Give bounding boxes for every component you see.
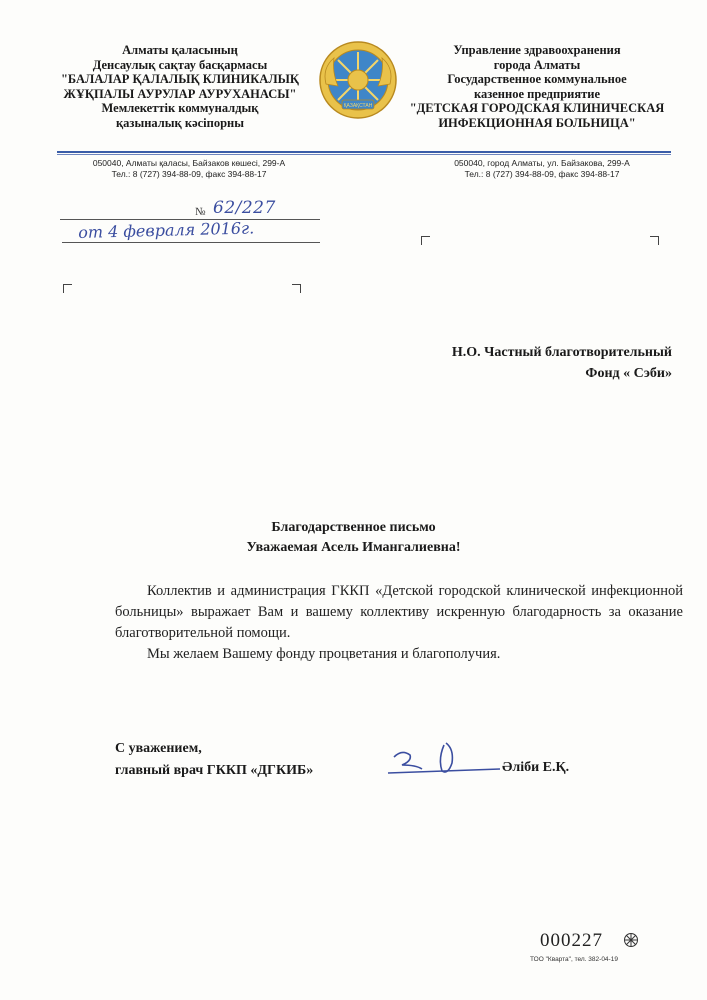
address-kz-street: 050040, Алматы қаласы, Байзаков көшесі, 299-А: [92, 158, 286, 168]
header-kz: [52, 43, 308, 130]
address-kz-phone: Тел.: 8 (727) 394-88-09, факс 394-88-17: [111, 168, 267, 179]
reg-number: 62/227: [213, 198, 276, 218]
letter-title: Благодарственное письмо: [271, 520, 436, 535]
signoff-closing: С уважением,: [115, 741, 202, 756]
corner-mark-right-top: [421, 236, 430, 245]
recipient-line2: Фонд « Сэби»: [585, 366, 672, 381]
header-kz-line3: "БАЛАЛАР ҚАЛАЛЫҚ КЛИНИКАЛЫҚ: [60, 72, 299, 86]
header-rule: [57, 151, 671, 153]
corner-mark-left-top: [63, 284, 72, 293]
address-ru-street: 050040, город Алматы, ул. Байзакова, 299-А: [454, 158, 630, 168]
emblem-text: ҚАЗАҚСТАН: [343, 103, 373, 109]
address-ru-phone: Тел.: 8 (727) 394-88-09, факс 394-88-17: [464, 168, 620, 179]
printer-imprint: ТОО "Кварта", тел. 382-04-19: [530, 956, 618, 963]
header-kz-line1: Алматы қаласының: [122, 43, 238, 57]
corner-mark-left-top-right: [292, 284, 301, 293]
header-ru-line4: казенное предприятие: [473, 86, 601, 101]
letter-paragraph-2: Мы желаем Вашему фонду процветания и благополучия.: [147, 646, 501, 662]
corner-mark-right-top-right: [650, 236, 659, 245]
signer-name: Әліби Е.Қ.: [502, 760, 570, 775]
header-ru-line6: ИНФЕКЦИОННАЯ БОЛЬНИЦА": [438, 115, 636, 130]
reg-date-line: [62, 242, 320, 243]
form-serial-number: 000227: [540, 930, 603, 951]
address-kz: [64, 158, 314, 179]
reg-date: от 4 февраля 2016г.: [78, 218, 255, 242]
header-ru-line2: города Алматы: [493, 57, 581, 72]
address-ru: [424, 158, 660, 179]
header-ru: [404, 43, 670, 130]
letter-heading: [0, 518, 707, 558]
ornament-icon: [623, 932, 639, 948]
handwritten-signature: [382, 735, 502, 780]
signoff-position: главный врач ГККП «ДГКИБ»: [115, 763, 314, 778]
letter-paragraph-1: Коллектив и администрация ГККП «Детской городской клинической инфекционной больницы» выражает Вам и вашему коллективу искренную благодарность за оказание благотворительной помощи.: [115, 583, 683, 641]
state-emblem-icon: [318, 40, 398, 120]
reg-number-label: №: [195, 206, 206, 218]
header-kz-line4: ЖҰҚПАЛЫ АУРУЛАР АУРУХАНАСЫ": [63, 86, 297, 101]
letter-greeting: Уважаемая Асель Имангалиевна!: [246, 540, 461, 555]
header-ru-line1: Управление здравоохранения: [453, 43, 621, 57]
letter-body: [115, 581, 683, 665]
header-ru-line5: "ДЕТСКАЯ ГОРОДСКАЯ КЛИНИЧЕСКАЯ: [409, 101, 665, 115]
recipient-line1: Н.О. Частный благотворительный: [451, 345, 672, 360]
header-rule-thin: [57, 154, 671, 155]
header-kz-line2: Денсаулық сақтау басқармасы: [92, 57, 268, 72]
header-kz-line5: Мемлекеттік коммуналдық: [101, 101, 259, 115]
recipient: [360, 342, 672, 384]
signoff: [115, 738, 313, 782]
header-ru-line3: Государственное коммунальное: [447, 72, 627, 86]
header-kz-line6: қазыналық кәсіпорны: [115, 115, 245, 130]
